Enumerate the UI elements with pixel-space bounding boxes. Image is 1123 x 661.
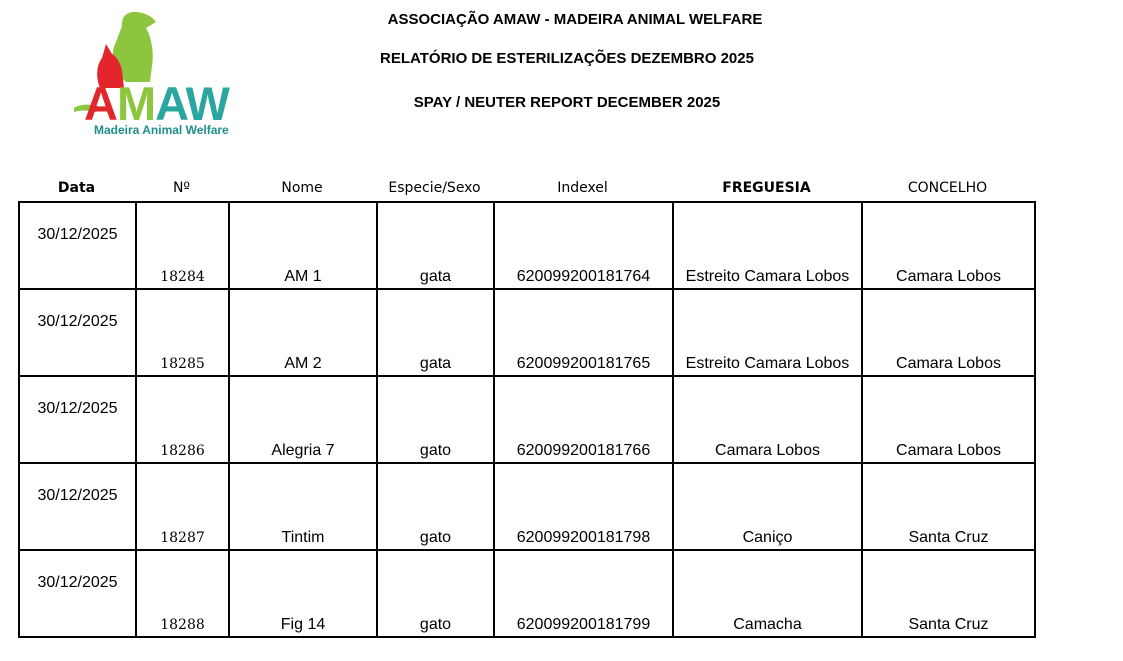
cell-numero: 18287 [136, 463, 229, 550]
cell-concelho: Santa Cruz [862, 463, 1035, 550]
report-title-pt: RELATÓRIO DE ESTERILIZAÇÕES DEZEMBRO 2025 [380, 50, 754, 67]
cell-indexel: 620099200181766 [494, 376, 673, 463]
table-row [19, 289, 1035, 376]
table-row [19, 463, 1035, 550]
cell-especie: gata [377, 202, 494, 289]
cell-especie: gato [377, 463, 494, 550]
cell-data: 30/12/2025 [19, 550, 136, 637]
cell-numero: 18286 [136, 376, 229, 463]
cell-nome: Fig 14 [229, 550, 377, 637]
cell-especie: gata [377, 289, 494, 376]
cell-concelho: Camara Lobos [862, 376, 1035, 463]
cell-data: 30/12/2025 [19, 463, 136, 550]
cell-freguesia: Camacha [673, 550, 862, 637]
cell-especie: gato [377, 550, 494, 637]
table-column-headers [18, 180, 1034, 200]
cell-nome: Alegria 7 [229, 376, 377, 463]
cell-concelho: Santa Cruz [862, 550, 1035, 637]
column-header-numero: Nº [172, 180, 191, 196]
cell-freguesia: Caniço [673, 463, 862, 550]
cell-freguesia: Estreito Camara Lobos [673, 202, 862, 289]
cell-indexel: 620099200181764 [494, 202, 673, 289]
column-header-especie: Especie/Sexo [388, 180, 481, 196]
cell-indexel: 620099200181799 [494, 550, 673, 637]
association-title: ASSOCIAÇÃO AMAW - MADEIRA ANIMAL WELFARE [387, 11, 763, 28]
report-title-en: SPAY / NEUTER REPORT DECEMBER 2025 [413, 94, 721, 111]
cell-freguesia: Estreito Camara Lobos [673, 289, 862, 376]
cell-indexel: 620099200181765 [494, 289, 673, 376]
cell-nome: Tintim [229, 463, 377, 550]
cell-numero: 18284 [136, 202, 229, 289]
cell-numero: 18288 [136, 550, 229, 637]
logo-tagline: Madeira Animal Welfare [94, 123, 229, 137]
cell-concelho: Camara Lobos [862, 202, 1035, 289]
cell-nome: AM 1 [229, 202, 377, 289]
cell-freguesia: Camara Lobos [673, 376, 862, 463]
cell-nome: AM 2 [229, 289, 377, 376]
table-row [19, 202, 1035, 289]
amaw-logo-graphic [66, 8, 246, 140]
table-row [19, 550, 1035, 637]
cell-concelho: Camara Lobos [862, 289, 1035, 376]
column-header-data: Data [57, 180, 96, 196]
column-header-freguesia: FREGUESIA [722, 180, 811, 196]
cell-especie: gato [377, 376, 494, 463]
sterilization-table [18, 201, 1036, 638]
column-header-concelho: CONCELHO [907, 180, 988, 196]
amaw-logo [66, 8, 246, 140]
cell-indexel: 620099200181798 [494, 463, 673, 550]
column-header-indexel: Indexel [557, 180, 608, 196]
cell-numero: 18285 [136, 289, 229, 376]
cell-data: 30/12/2025 [19, 376, 136, 463]
cell-data: 30/12/2025 [19, 202, 136, 289]
cell-data: 30/12/2025 [19, 289, 136, 376]
column-header-nome: Nome [281, 180, 323, 196]
table-row [19, 376, 1035, 463]
logo-text: AMAW [84, 77, 229, 130]
